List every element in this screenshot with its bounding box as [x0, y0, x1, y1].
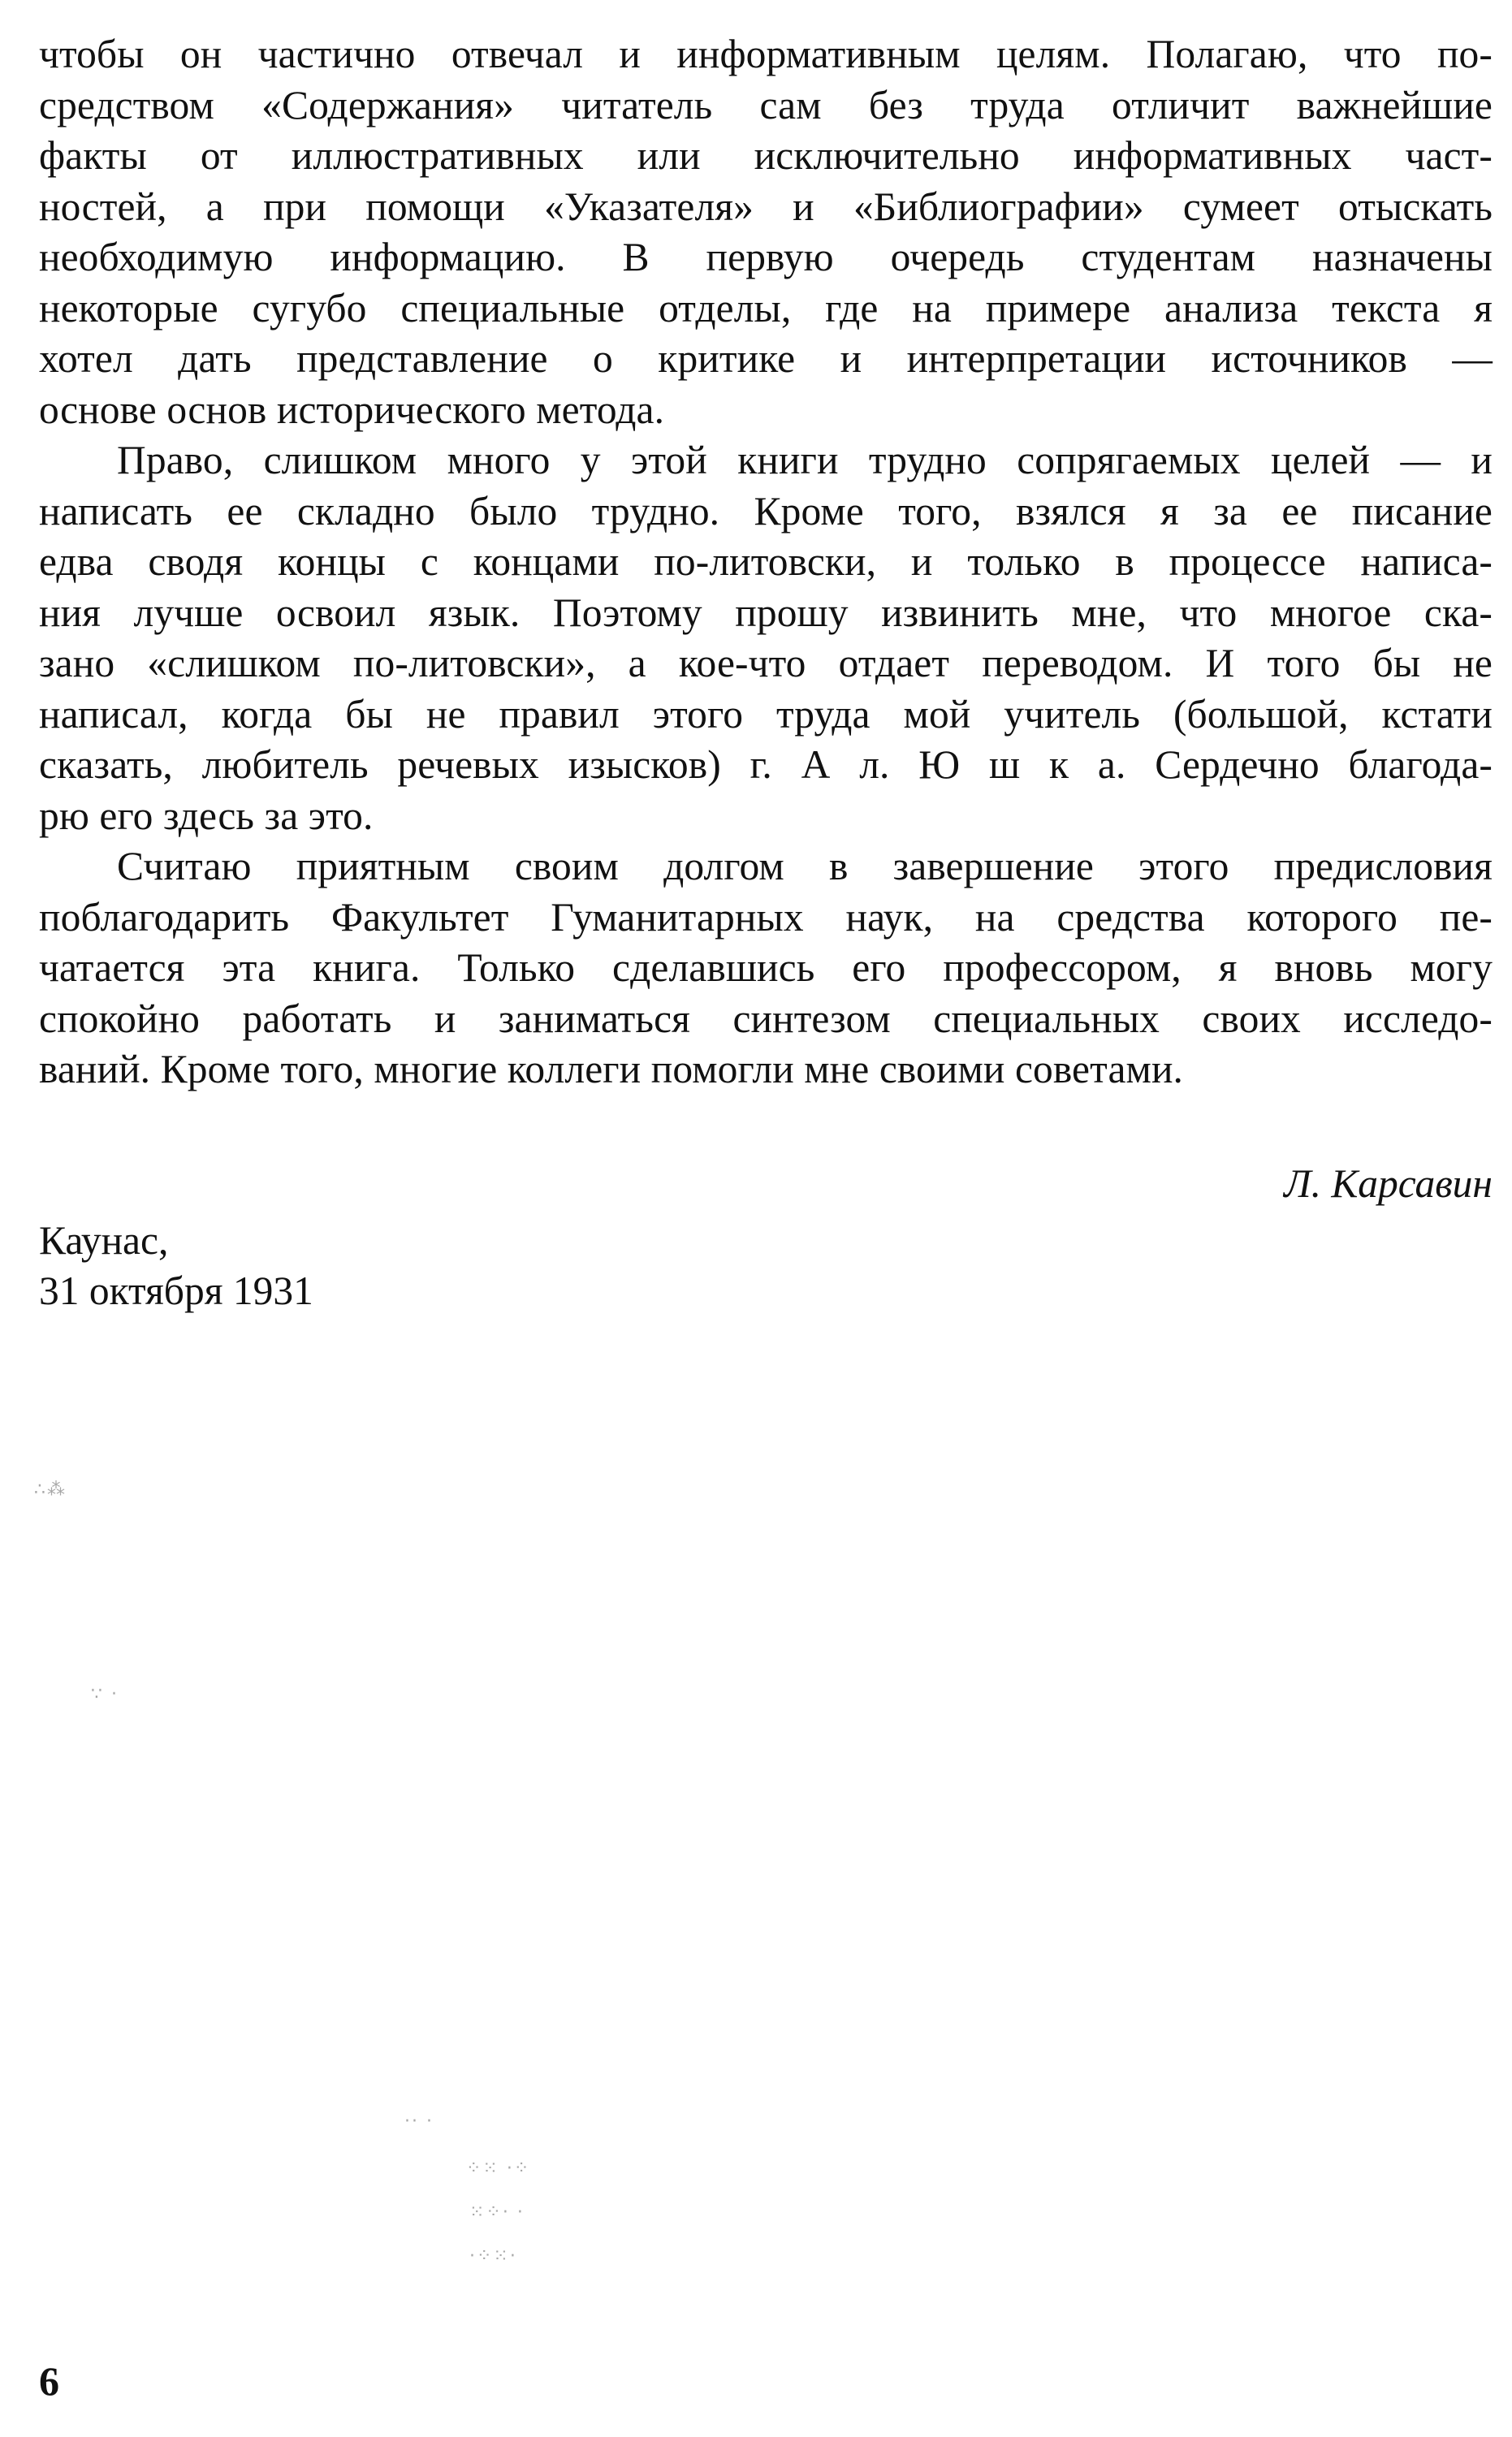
text-line: рю его здесь за это. — [39, 793, 374, 838]
text-line: сказать, любитель речевых изысков) г. А л. Ю ш к а. Сердечно благода- — [39, 742, 1493, 787]
text-line: зано «слишком по-литовски», а кое-что отдает переводом. И того бы не — [39, 641, 1493, 685]
text-line: некоторые сугубо специальные отделы, где на примере анализа текста я — [39, 285, 1493, 331]
text-line: спокойно работать и заниматься синтезом специальных своих исследо- — [39, 996, 1493, 1041]
text-line: ностей, а при помощи «Указателя» и «Библиографии» сумеет отыскать — [39, 184, 1493, 229]
paragraph-3 — [39, 841, 1493, 1095]
paragraph-2 — [39, 435, 1493, 841]
text-line: поблагодарить Факультет Гуманитарных наук, на средства которого пе- — [39, 894, 1493, 940]
place-date-block — [39, 1216, 313, 1316]
text-line: написать ее складно было трудно. Кроме того, взялся я за ее писание — [39, 488, 1493, 534]
text-line: Считаю приятным своим долгом в завершение этого предисловия — [117, 844, 1493, 888]
text-line: чтобы он частично отвечал и информативным целям. Полагаю, что по- — [39, 32, 1493, 76]
scan-artifact: ·· · — [404, 2111, 434, 2132]
paragraph-1 — [39, 29, 1493, 435]
text-line: чатается эта книга. Только сделавшись его профессором, я вновь могу — [39, 945, 1493, 990]
text-line: написал, когда бы не правил этого труда мой учитель (большой, кстати — [39, 691, 1493, 737]
page-body — [39, 29, 1493, 1095]
page-number: 6 — [39, 2358, 59, 2404]
text-line: хотел дать представление о критике и интерпретации источников — — [39, 336, 1493, 381]
text-line: ния лучше освоил язык. Поэтому прошу извинить мне, что многое ска- — [39, 590, 1493, 635]
scan-artifact: ∴⁂ — [34, 1480, 67, 1500]
date: 31 октября 1931 — [39, 1268, 313, 1313]
scan-artifact: ∵ · — [91, 1684, 119, 1705]
author-signature: Л. Карсавин — [1284, 1161, 1493, 1206]
scan-artifact: ⁘⁙ ·⁘ — [466, 2158, 531, 2179]
place: Каунас, — [39, 1218, 169, 1263]
text-line: едва сводя концы с концами по-литовски, и только в процессе написа- — [39, 539, 1493, 584]
text-line: основе основ исторического метода. — [39, 387, 665, 432]
scan-artifact: ⁙⁘· · — [469, 2202, 525, 2223]
text-line: средством «Содержания» читатель сам без труда отличит важнейшие — [39, 82, 1493, 127]
text-line: необходимую информацию. В первую очередь студентам назначены — [39, 235, 1493, 279]
text-line: Право, слишком много у этой книги трудно сопрягаемых целей — и — [117, 438, 1493, 482]
scan-artifact: ·⁘⁙· — [469, 2246, 517, 2266]
text-line: ваний. Кроме того, многие коллеги помогли мне своими советами. — [39, 1047, 1184, 1091]
text-line: факты от иллюстративных или исключительно информативных част- — [39, 133, 1493, 178]
